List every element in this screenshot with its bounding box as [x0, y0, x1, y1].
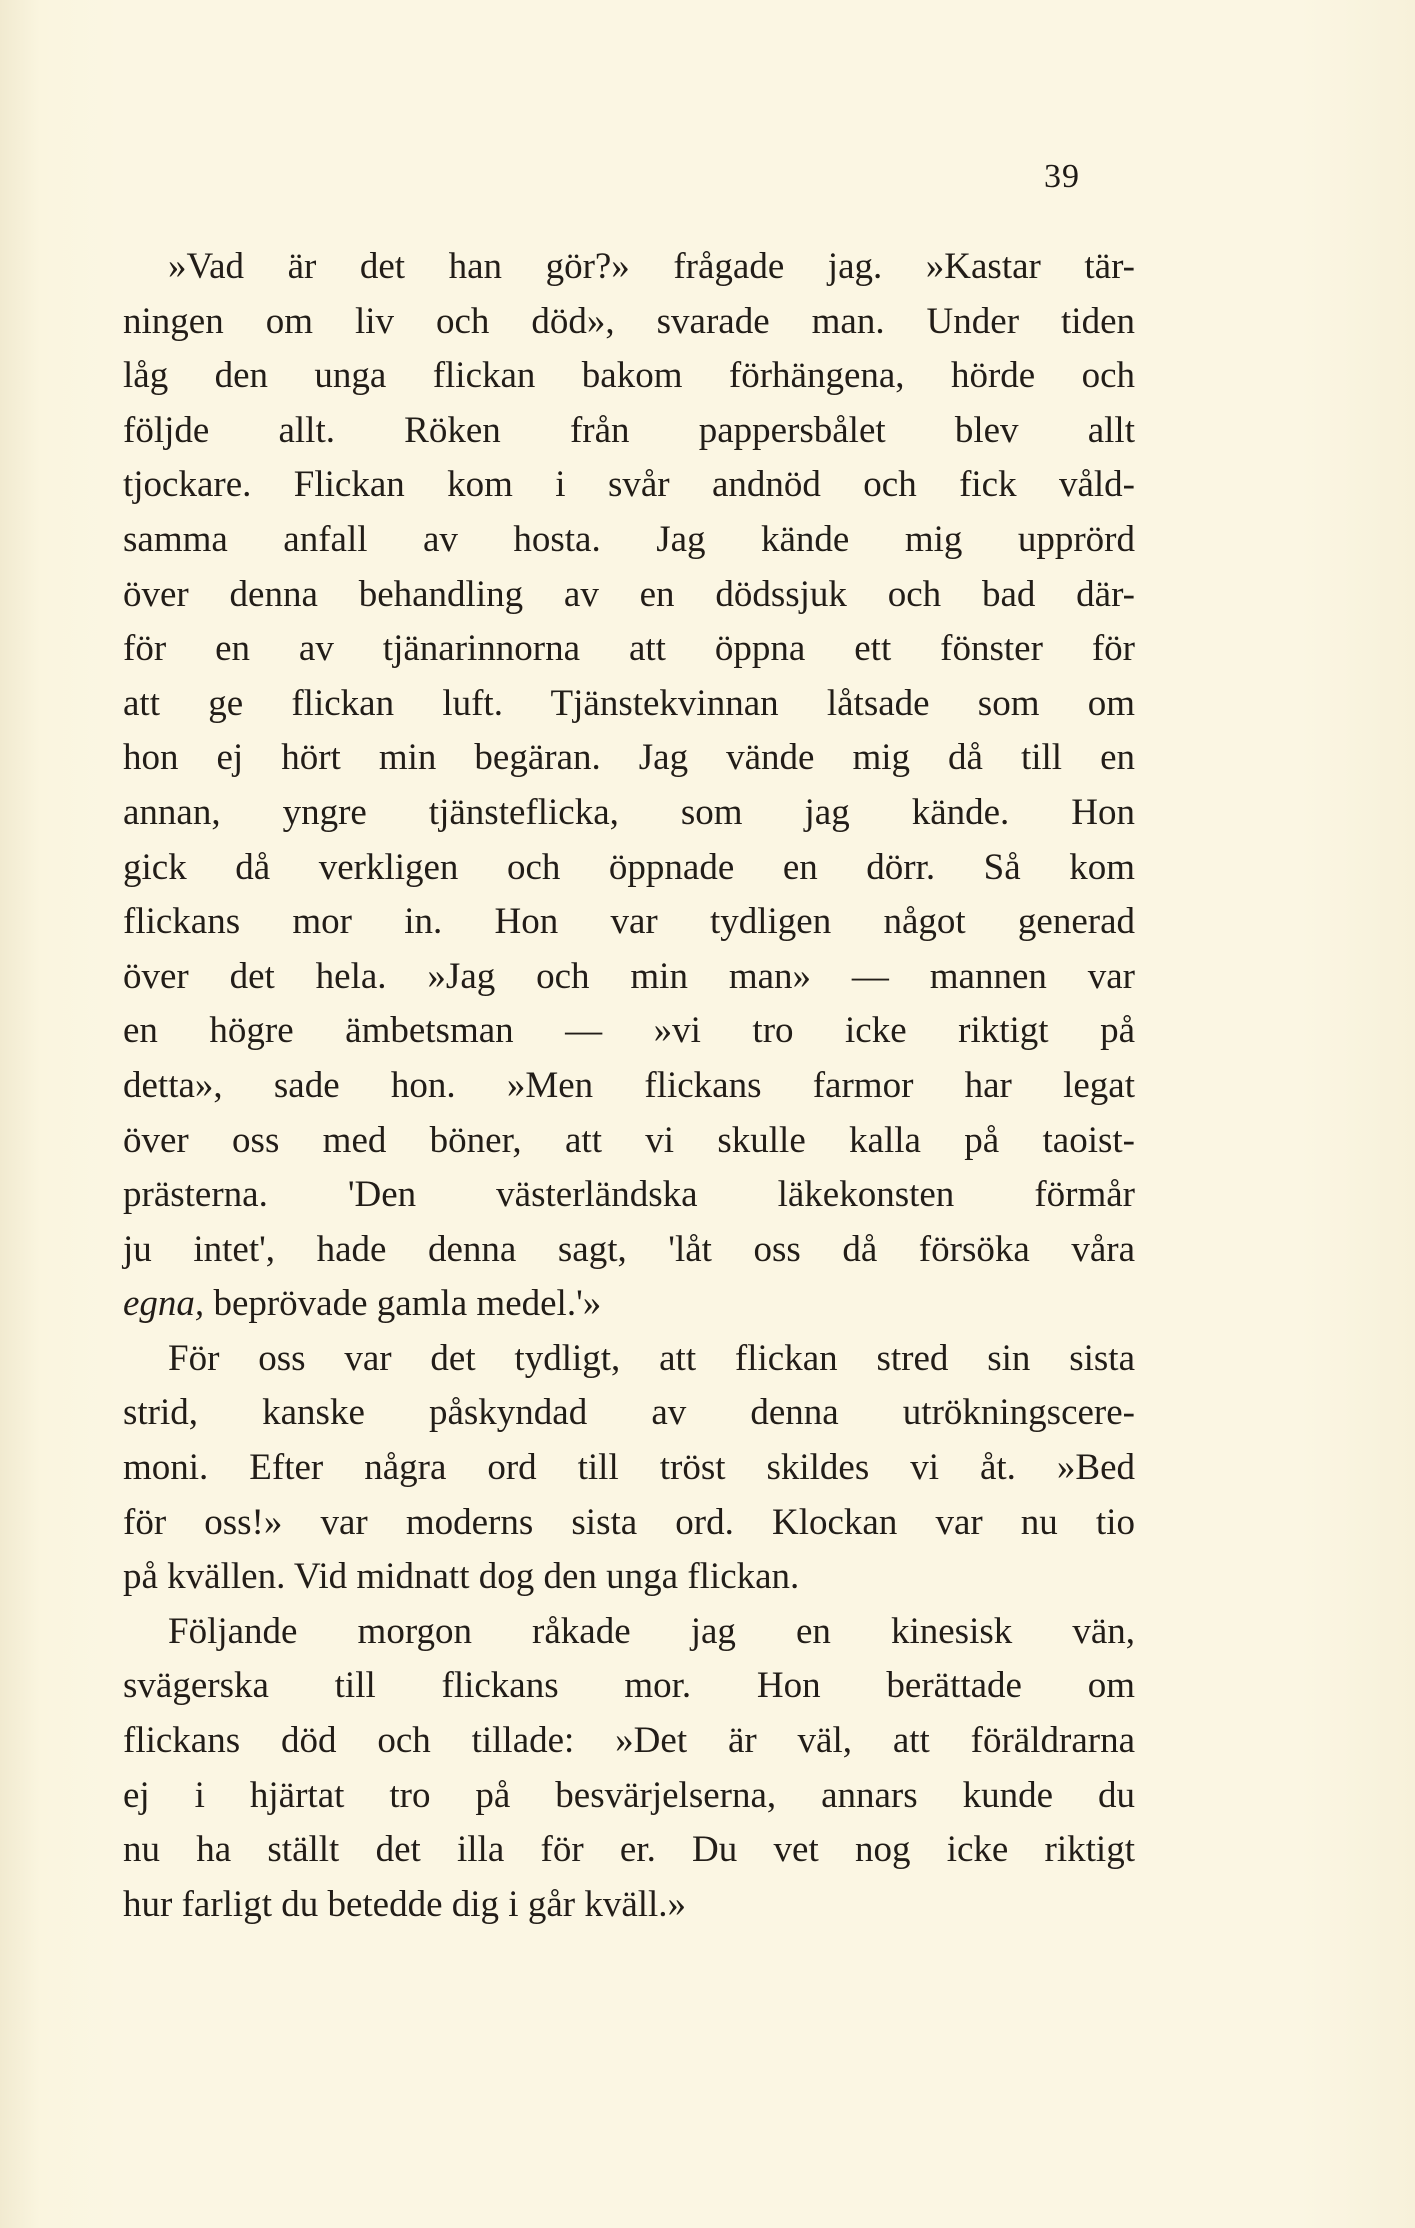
text-line: nu ha ställt det illa för er. Du vet nog icke riktigt	[123, 1829, 1135, 1871]
text-line: annan, yngre tjänsteflicka, som jag kände. Hon	[123, 791, 1135, 833]
text-line: gick då verkligen och öppnade en dörr. Så kom	[123, 846, 1135, 888]
italic-word: egna,	[123, 1283, 205, 1325]
text-line: ningen om liv och död», svarade man. Under tiden	[123, 300, 1135, 342]
text-line: på kvällen. Vid midnatt dog den unga flickan.	[123, 1556, 800, 1598]
text-line-rest: beprövade gamla medel.'»	[204, 1283, 602, 1325]
text-line: över det hela. »Jag och min man» — mannen var	[123, 955, 1135, 997]
text-line: hon ej hört min begäran. Jag vände mig då till en	[123, 737, 1135, 779]
text-line: låg den unga flickan bakom förhängena, hörde och	[123, 355, 1135, 397]
page-number: 39	[1044, 158, 1080, 195]
text-line: över denna behandling av en dödssjuk och bad där-	[123, 573, 1135, 615]
text-line: ej i hjärtat tro på besvärjelserna, annars kunde du	[123, 1774, 1135, 1816]
text-line: strid, kanske påskyndad av denna utrökningscere-	[123, 1392, 1135, 1434]
body-text	[123, 240, 1135, 1932]
text-line: att ge flickan luft. Tjänstekvinnan låtsade som om	[123, 682, 1135, 724]
text-line: tjockare. Flickan kom i svår andnöd och fick våld-	[123, 464, 1135, 506]
text-line: Följande morgon råkade jag en kinesisk vän,	[168, 1610, 1135, 1652]
text-line: moni. Efter några ord till tröst skildes vi åt. »Bed	[123, 1447, 1135, 1489]
text-line: hur farligt du betedde dig i går kväll.»	[123, 1883, 687, 1925]
text-line: ju intet', hade denna sagt, 'låt oss då försöka våra	[123, 1228, 1135, 1270]
text-line: flickans död och tillade: »Det är väl, att föräldrarna	[123, 1720, 1135, 1762]
text-line: för en av tjänarinnorna att öppna ett fönster för	[123, 628, 1135, 670]
text-line	[123, 1277, 1135, 1332]
text-line: över oss med böner, att vi skulle kalla på taoist-	[123, 1119, 1135, 1161]
text-line: följde allt. Röken från pappersbålet blev allt	[123, 409, 1135, 451]
text-line: för oss!» var moderns sista ord. Klockan var nu tio	[123, 1501, 1135, 1543]
text-line: samma anfall av hosta. Jag kände mig upprörd	[123, 518, 1135, 560]
text-line: flickans mor in. Hon var tydligen något generad	[123, 901, 1135, 943]
text-line: För oss var det tydligt, att flickan stred sin sista	[168, 1337, 1135, 1379]
text-line: detta», sade hon. »Men flickans farmor har legat	[123, 1064, 1135, 1106]
text-line: svägerska till flickans mor. Hon berättade om	[123, 1665, 1135, 1707]
text-line: »Vad är det han gör?» frågade jag. »Kastar tär-	[168, 246, 1135, 287]
text-line: prästerna. 'Den västerländska läkekonsten förmår	[123, 1174, 1135, 1216]
text-line: en högre ämbetsman — »vi tro icke riktigt på	[123, 1010, 1135, 1052]
